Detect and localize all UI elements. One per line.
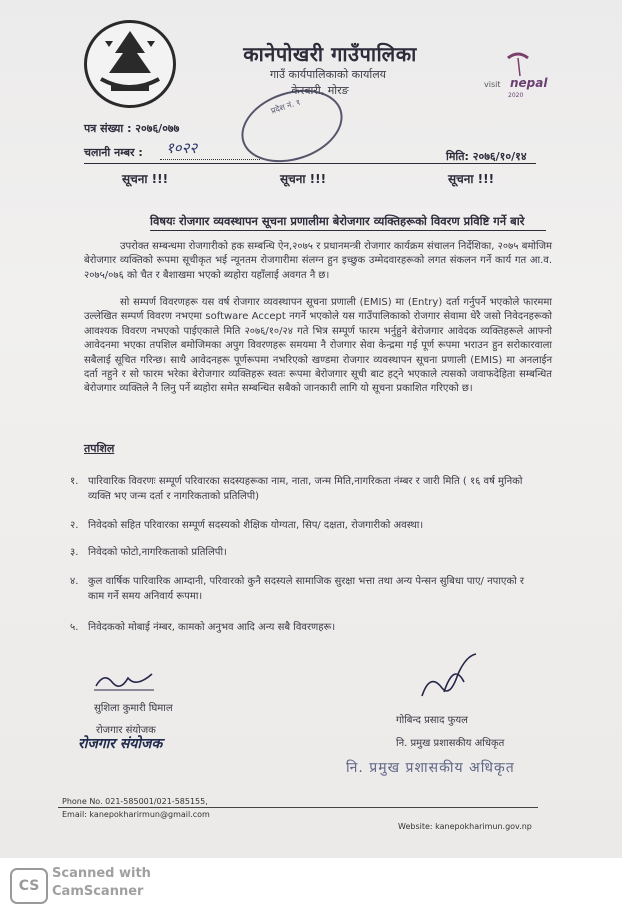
list-item <box>70 545 540 560</box>
list-item-number: १. <box>70 476 79 487</box>
visit-label: visit <box>484 80 501 89</box>
list-item-number: ३. <box>70 547 79 558</box>
body-paragraph-1-text: उपरोक्त सम्बन्धमा रोजगारीको हक सम्बन्धि ऐन,२०७५ र प्रधानमन्त्री रोजगार कार्यक्रम संचालन निर्देशिका, २०७५ बमोजिम बेरोजगार व्यक्तिको रूपमा सूचीकृत भई न्यूनतम रोजगारीमा संलग्न हुन इच्छुक उम्मेदवारहरूको लगत संकलन गर्ने कार्य गत आ.व. २०७५/०७६ को चैत र बैशाखमा भएको ब्यहोरा यहाँलाई अवगत नै छ। <box>84 241 552 281</box>
emblem-logo-icon <box>84 20 176 108</box>
reference-number: पत्र संख्या : २०७६/०७७ <box>84 122 180 135</box>
signatory-right-name: गोबिन्द प्रसाद फुयल <box>396 715 468 726</box>
signatory-left-role-stamp: रोजगार संयोजक <box>78 736 163 752</box>
list-item-text: निवेदको फोटो,नागरिकताको प्रतिलिपी। <box>88 547 227 558</box>
stamp-text: प्रदेश नं. १ <box>269 97 302 116</box>
visit-year: 2020 <box>508 92 524 99</box>
list-item-text: कुल वार्षिक पारिवारिक आम्दानी, परिवारको कुनै सदस्यले सामाजिक सुरक्षा भत्ता तथा अन्य पेन्सन सुबिधा पाए/ नपाएको र काम गर्ने समय अनिवार्य रूपमा। <box>88 576 524 602</box>
list-item-text: निवेदको सहित परिवारका सम्पूर्ण सदस्यको शैक्षिक योग्यता, सिप/ दक्षता, रोजगारीको अवस्था। <box>88 520 424 531</box>
watermark-line-1: Scanned with <box>52 866 151 881</box>
header-divider <box>84 163 536 164</box>
signatory-right-role: नि. प्रमुख प्रशासकीय अधिकृत <box>396 738 505 749</box>
body-paragraph-2-text: सो सम्पर्ण विवरणहरू यस वर्ष रोजगार व्यवस्थापन सूचना प्रणाली (EMIS) मा (Entry) दर्ता गर्नुपर्ने भएकोले फारममा उल्लेखित सम्पर्ण विवरण नभएमा software Accept नगर्ने भएकोले यस गाउँपालिकाको रोजगार सेवामा धेरै जसो निवेदनहरूको आवश्यक विवरण नभएको पाईएकाले मिति २०७६/१०/२४ गते भित्र सम्पूर्ण फारम भर्नुहुने बेरोजगार आवेदक व्यक्तिहरूले आफ्नो आवेदनमा भएका तपशिल बमोजिमका अपुग विवरणहरू समयमा नै रोजगार सेवा केन्द्रमा गई पूर्ण रूपमा भराउन हुन सरोकारवाला सबैलाई सूचित गरिन्छ। साथै आवेदनहरू पूर्णरूपमा नभरिएको खण्डमा रोजगार व्यवस्थापन सूचना प्रणाली (EMIS) मा अनलाईन दर्ता नहुने र सो फारम भरेका बेरोजगार व्यक्तिहरू स्वतः रूपमा बेरोजगार सूची बाट हट्ने भएकाले त्यसको जवाफदेहिता सम्बन्धित बेरोजगार व्यक्तिले नै लिनु पर्ने ब्यहोरा समेत सम्बन्धित सबैको जानकारी लागि यो सूचना प्रकाशित गरिएको छ। <box>84 297 552 395</box>
footer-email: Email: kanepokharirmun@gmail.com <box>62 810 210 819</box>
organization-title: कानेपोखरी गाउँपालिका <box>243 42 417 66</box>
registration-number: १०२२ <box>166 139 198 157</box>
list-item <box>70 574 540 604</box>
list-item-number: ५. <box>70 622 79 633</box>
signature-left <box>94 668 154 692</box>
body-paragraph-1 <box>84 240 552 283</box>
footer-phone: Phone No. 021-585001/021-585155, <box>62 797 208 806</box>
notice-heading-2: सूचना !!! <box>280 172 327 186</box>
footer-divider <box>58 807 538 808</box>
visit-brand: nepal <box>510 76 548 90</box>
details-heading: तपशिल <box>84 442 115 455</box>
signatory-left-role: रोजगार संयोजक <box>96 725 156 736</box>
list-item <box>70 620 540 635</box>
list-item-number: २. <box>70 520 79 531</box>
list-item-text: पारिवारिक विवरणः सम्पूर्ण परिवारका सदस्यहरूका नाम, नाता, जन्म मिति,नागरिकता नंम्बर र जारी मिति ( १६ वर्ष मुनिको व्यक्ति भए जन्म दर्ता र नागरिकताको प्रतिलिपी) <box>88 476 523 502</box>
office-subtitle: गाउँ कार्यपालिकाको कार्यालय <box>269 68 387 81</box>
body-paragraph-2 <box>84 296 552 397</box>
office-address: केरबारी, मोरङ <box>291 84 349 97</box>
list-item <box>70 518 540 533</box>
registration-label: चलानी नम्बर : <box>84 146 143 159</box>
camscanner-logo-icon: CS <box>10 868 48 904</box>
notice-heading-3: सूचना !!! <box>448 172 495 186</box>
signatory-right-role-stamp: नि. प्रमुख प्रशासकीय अधिकृत <box>346 760 515 776</box>
list-item <box>70 474 540 504</box>
subject-underline <box>150 230 546 231</box>
date-label: मिति: २०७६/१०/१४ <box>446 150 527 163</box>
signatory-left-name: सुशिला कुमारी घिमाल <box>94 703 173 714</box>
watermark-line-2: CamScanner <box>52 884 144 899</box>
registration-underline <box>160 159 260 160</box>
footer-website: Website: kanepokharimun.gov.np <box>398 822 532 831</box>
list-item-text: निवेदकको मोबाई नंम्बर, कामको अनुभव आदि अन्य सबै विवरणहरू। <box>88 622 336 633</box>
notice-heading-1: सूचना !!! <box>122 172 169 186</box>
signature-right <box>414 652 484 702</box>
list-item-number: ४. <box>70 576 79 587</box>
subject-line: विषयः रोजगार व्यवस्थापन सूचना प्रणालीमा बेरोजगार व्यक्तिहरूको विवरण प्रविष्टि गर्ने बारे <box>150 214 525 228</box>
